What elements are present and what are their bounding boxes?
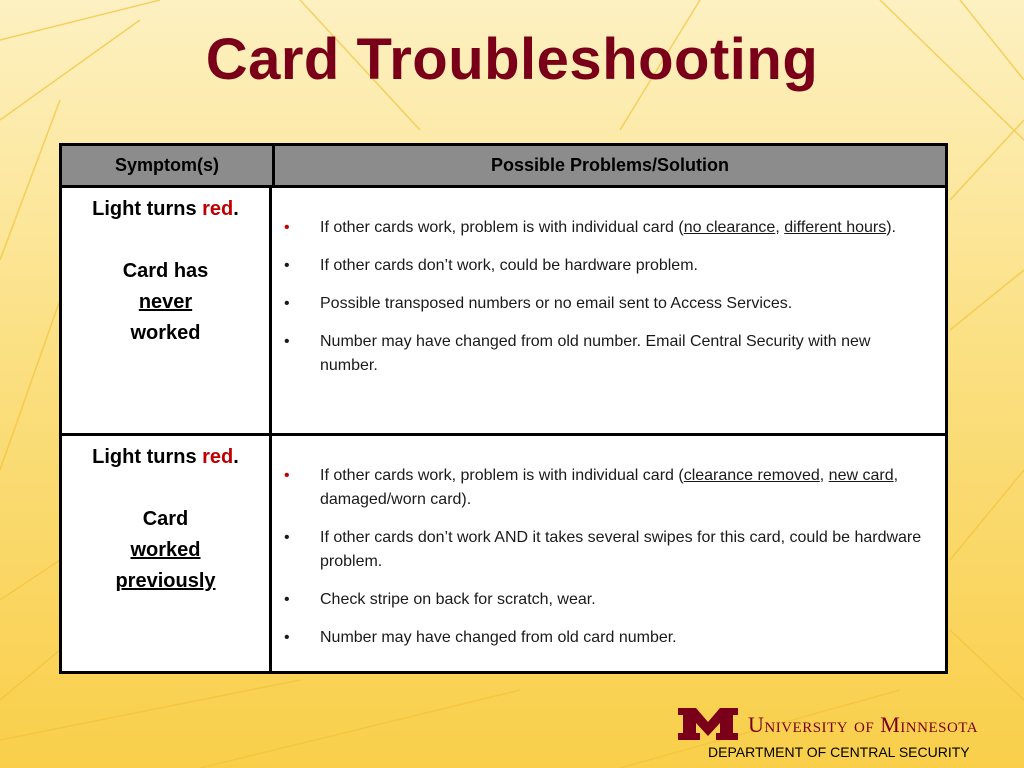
bullet-icon: •: [284, 219, 290, 236]
list-item: [284, 330, 927, 378]
underlined-term: clearance removed: [683, 467, 820, 484]
university-logo: [676, 706, 1000, 742]
bullet-text: Check stripe on back for scratch, wear.: [320, 591, 596, 608]
bullet-text: If other cards don’t work, could be hardware problem.: [320, 257, 698, 274]
bullet-icon: •: [284, 591, 290, 608]
red-word: red: [202, 198, 234, 220]
bullet-icon: •: [284, 295, 290, 312]
bullet-text: ,: [775, 219, 785, 236]
symptom-text: Light turns: [92, 446, 203, 468]
university-name: University of Minnesota: [748, 712, 979, 737]
table-row: [62, 188, 945, 436]
bullet-text: , damaged/worn card).: [320, 467, 899, 508]
bullet-text: ,: [819, 467, 829, 484]
symptom-line-underlined: never: [138, 291, 193, 313]
bullet-text: Number may have changed from old card number.: [320, 629, 677, 646]
block-m-icon: [676, 706, 740, 742]
symptom-line: worked: [130, 322, 201, 344]
symptom-line: Card has: [122, 260, 209, 282]
symptom-punct: .: [233, 446, 239, 468]
bullet-icon: •: [284, 333, 290, 350]
bullet-text: If other cards don’t work AND it takes several swipes for this card, could be hardware problem.: [320, 529, 922, 570]
symptom-line: [62, 194, 269, 225]
bullet-icon: •: [284, 467, 290, 484]
table-row: [62, 436, 945, 674]
bullet-text: Possible transposed numbers or no email sent to Access Services.: [320, 295, 793, 312]
page-title: Card Troubleshooting: [205, 27, 819, 92]
symptom-punct: .: [233, 198, 239, 220]
list-item: [284, 216, 927, 240]
header-solutions: Possible Problems/Solution: [490, 155, 730, 175]
department-name: DEPARTMENT OF CENTRAL SECURITY: [708, 744, 970, 760]
bullet-text: If other cards work, problem is with individual card (: [320, 219, 684, 236]
bullet-text: If other cards work, problem is with individual card (: [320, 467, 684, 484]
underlined-term: no clearance: [683, 219, 776, 236]
list-item: [284, 626, 927, 650]
bullet-text: ).: [886, 219, 896, 236]
bullet-icon: •: [284, 529, 290, 546]
symptom-line-underlined: worked: [130, 539, 201, 561]
troubleshooting-table: [59, 143, 948, 674]
bullet-icon: •: [284, 257, 290, 274]
table-header-row: [62, 146, 945, 188]
list-item: [284, 464, 927, 512]
header-symptoms: Symptom(s): [62, 146, 275, 185]
solution-cell: [272, 436, 945, 674]
symptom-cell: [62, 188, 272, 433]
solution-cell: [272, 188, 945, 433]
list-item: [284, 292, 927, 316]
symptom-line-underlined: previously: [115, 570, 216, 592]
list-item: [284, 526, 927, 574]
list-item: [284, 254, 927, 278]
symptom-line: [62, 442, 269, 473]
red-word: red: [202, 446, 234, 468]
bullet-icon: •: [284, 629, 290, 646]
symptom-line: Card: [142, 508, 189, 530]
symptom-cell: [62, 436, 272, 674]
list-item: [284, 588, 927, 612]
underlined-term: different hours: [784, 219, 887, 236]
symptom-text: Light turns: [92, 198, 203, 220]
bullet-text: Number may have changed from old number. Email Central Security with new number.: [320, 333, 871, 374]
underlined-term: new card: [828, 467, 894, 484]
